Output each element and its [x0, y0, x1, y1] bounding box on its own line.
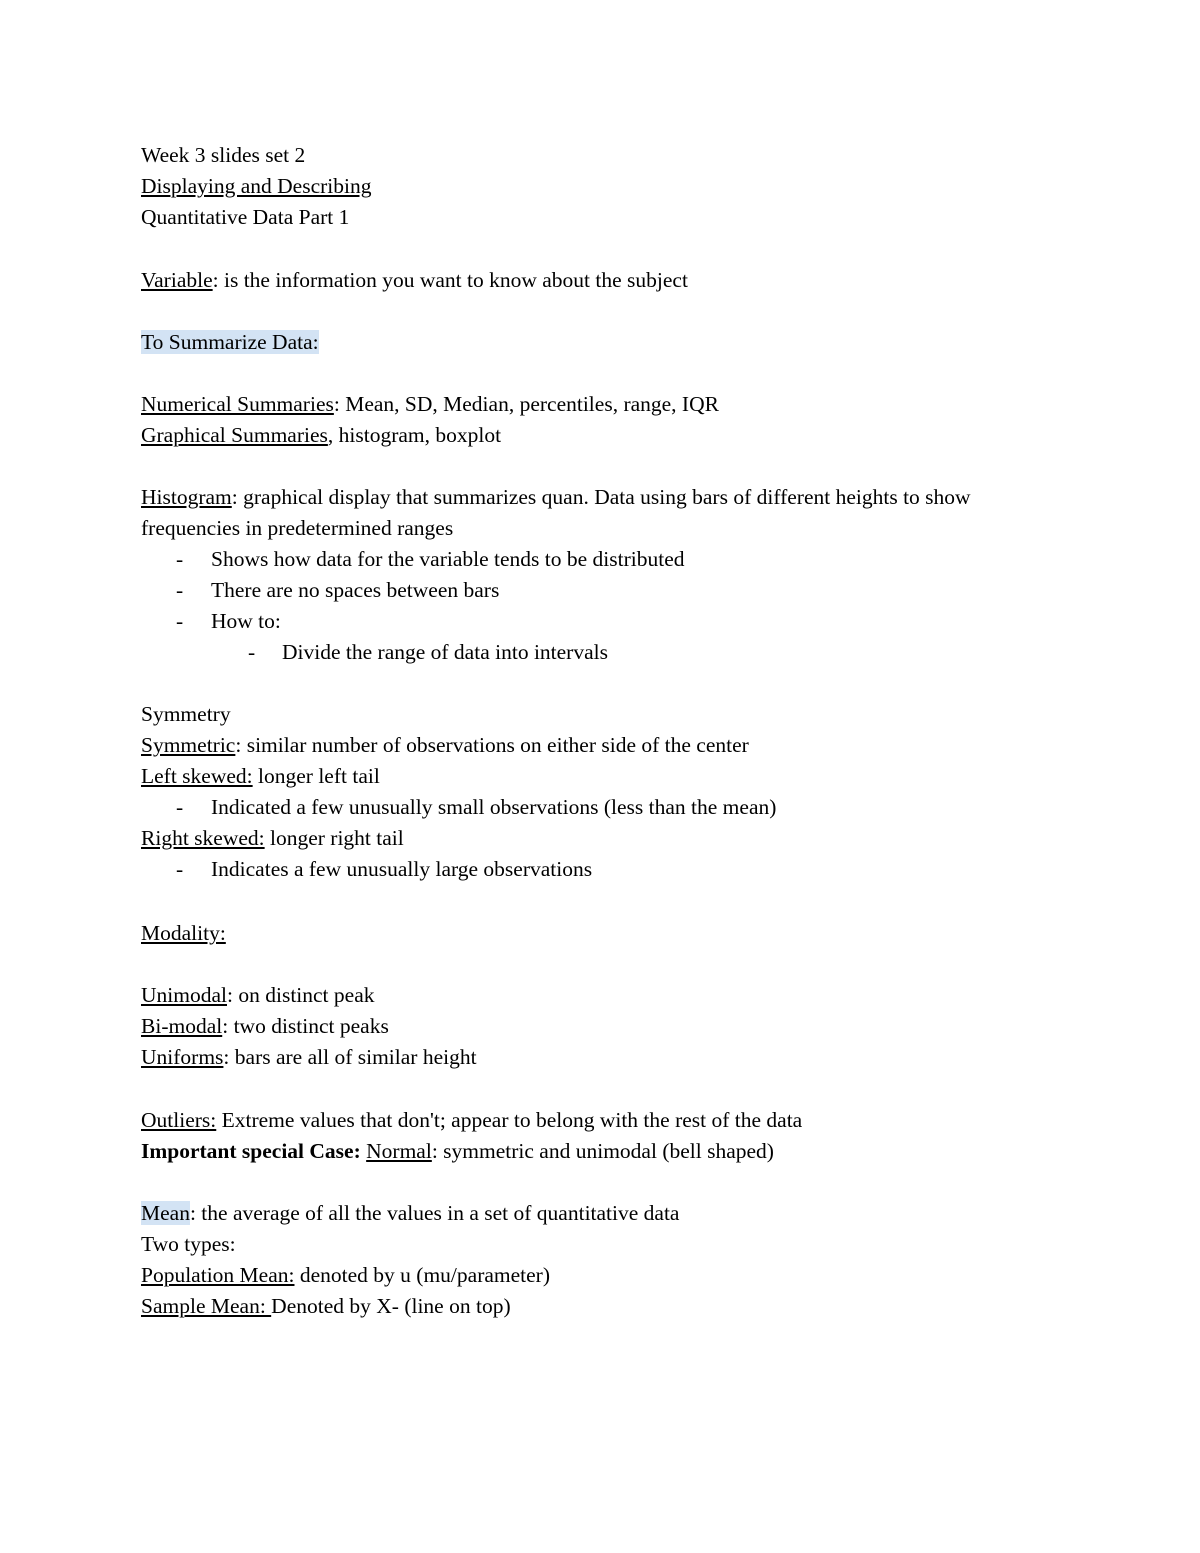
two-types-text: Two types:: [141, 1232, 236, 1256]
normal-term: Normal: [366, 1139, 432, 1163]
special-case: [141, 1137, 774, 1165]
doc-title-text: Week 3 slides set 2: [141, 143, 306, 167]
mean-definition: [141, 1199, 679, 1227]
list-item-text: How to:: [211, 609, 281, 633]
bullet-marker: -: [176, 578, 184, 602]
uniform-text: : bars are all of similar height: [223, 1045, 477, 1069]
sample-mean-text: Denoted by X- (line on top): [271, 1294, 511, 1318]
histogram-text-2: frequencies in predetermined ranges: [141, 516, 454, 540]
bimodal-term: Bi-modal: [141, 1014, 223, 1038]
histogram-definition: [141, 483, 971, 511]
bimodal-text: : two distinct peaks: [222, 1014, 389, 1038]
symmetry-heading-text: Symmetry: [141, 702, 231, 726]
unimodal-term: Unimodal: [141, 983, 227, 1007]
bullet-marker: -: [176, 795, 184, 819]
mean-term: Mean: [141, 1201, 190, 1225]
bullet-marker: -: [176, 547, 184, 571]
list-item-text: Indicates a few unusually large observations: [211, 857, 593, 881]
list-item-text: Shows how data for the variable tends to be distributed: [211, 547, 685, 571]
doc-subtitle-2: [141, 203, 349, 231]
sub-list-item: [282, 638, 608, 666]
graphical-summaries: [141, 421, 501, 449]
normal-text: : symmetric and unimodal (bell shaped): [431, 1139, 774, 1163]
doc-subtitle: [141, 172, 372, 200]
two-types: [141, 1230, 236, 1258]
list-item: [211, 607, 281, 635]
doc-subtitle-text: Displaying and Describing: [141, 174, 372, 198]
symmetric-term: Symmetric: [141, 733, 236, 757]
list-item: [211, 545, 685, 573]
list-item: [211, 855, 592, 883]
left-skewed-text: longer left tail: [252, 764, 380, 788]
population-mean: [141, 1261, 550, 1289]
histogram-definition-cont: [141, 514, 453, 542]
modality-heading: [141, 919, 226, 947]
bullet-marker: -: [176, 857, 184, 881]
histogram-text-1: : graphical display that summarizes quan. Data using bars of different heights to show: [231, 485, 971, 509]
population-mean-term: Population Mean:: [141, 1263, 295, 1287]
variable-text: : is the information you want to know about the subject: [212, 268, 688, 292]
uniform-definition: [141, 1043, 477, 1071]
sample-mean-term: Sample Mean:: [141, 1294, 272, 1318]
sample-mean: [141, 1292, 511, 1320]
special-case-label: Important special Case:: [141, 1139, 361, 1163]
right-skewed-definition: [141, 824, 404, 852]
summarize-heading-text: To Summarize Data:: [141, 330, 319, 354]
numerical-term: Numerical Summaries: [141, 392, 334, 416]
graphical-text: , histogram, boxplot: [327, 423, 502, 447]
histogram-term: Histogram: [141, 485, 232, 509]
numerical-summaries: [141, 390, 719, 418]
uniform-term: Uniforms: [141, 1045, 224, 1069]
outliers-definition: [141, 1106, 802, 1134]
sub-bullet-marker: -: [248, 640, 256, 664]
mean-text: : the average of all the values in a set of quantitative data: [189, 1201, 680, 1225]
population-mean-text: denoted by u (mu/parameter): [294, 1263, 550, 1287]
outliers-term: Outliers:: [141, 1108, 217, 1132]
numerical-text: : Mean, SD, Median, percentiles, range, IQR: [333, 392, 719, 416]
symmetric-text: : similar number of observations on either side of the center: [235, 733, 749, 757]
doc-title: [141, 141, 305, 169]
variable-term: Variable: [141, 268, 213, 292]
list-item: [211, 576, 499, 604]
variable-definition: [141, 266, 688, 294]
summarize-heading: [141, 328, 319, 356]
unimodal-definition: [141, 981, 375, 1009]
modality-heading-text: Modality:: [141, 921, 226, 945]
right-skewed-term: Right skewed:: [141, 826, 265, 850]
left-skewed-term: Left skewed:: [141, 764, 253, 788]
sub-list-item-text: Divide the range of data into intervals: [282, 640, 608, 664]
graphical-term: Graphical Summaries: [141, 423, 328, 447]
list-item: [211, 793, 776, 821]
right-skewed-text: longer right tail: [264, 826, 404, 850]
list-item-text: Indicated a few unusually small observations (less than the mean): [211, 795, 777, 819]
list-item-text: There are no spaces between bars: [211, 578, 500, 602]
bimodal-definition: [141, 1012, 389, 1040]
doc-subtitle-2-text: Quantitative Data Part 1: [141, 205, 350, 229]
symmetry-heading: [141, 700, 231, 728]
outliers-text: Extreme values that don't; appear to belong with the rest of the data: [216, 1108, 803, 1132]
left-skewed-definition: [141, 762, 380, 790]
bullet-marker: -: [176, 609, 184, 633]
symmetric-definition: [141, 731, 749, 759]
unimodal-text: : on distinct peak: [227, 983, 375, 1007]
